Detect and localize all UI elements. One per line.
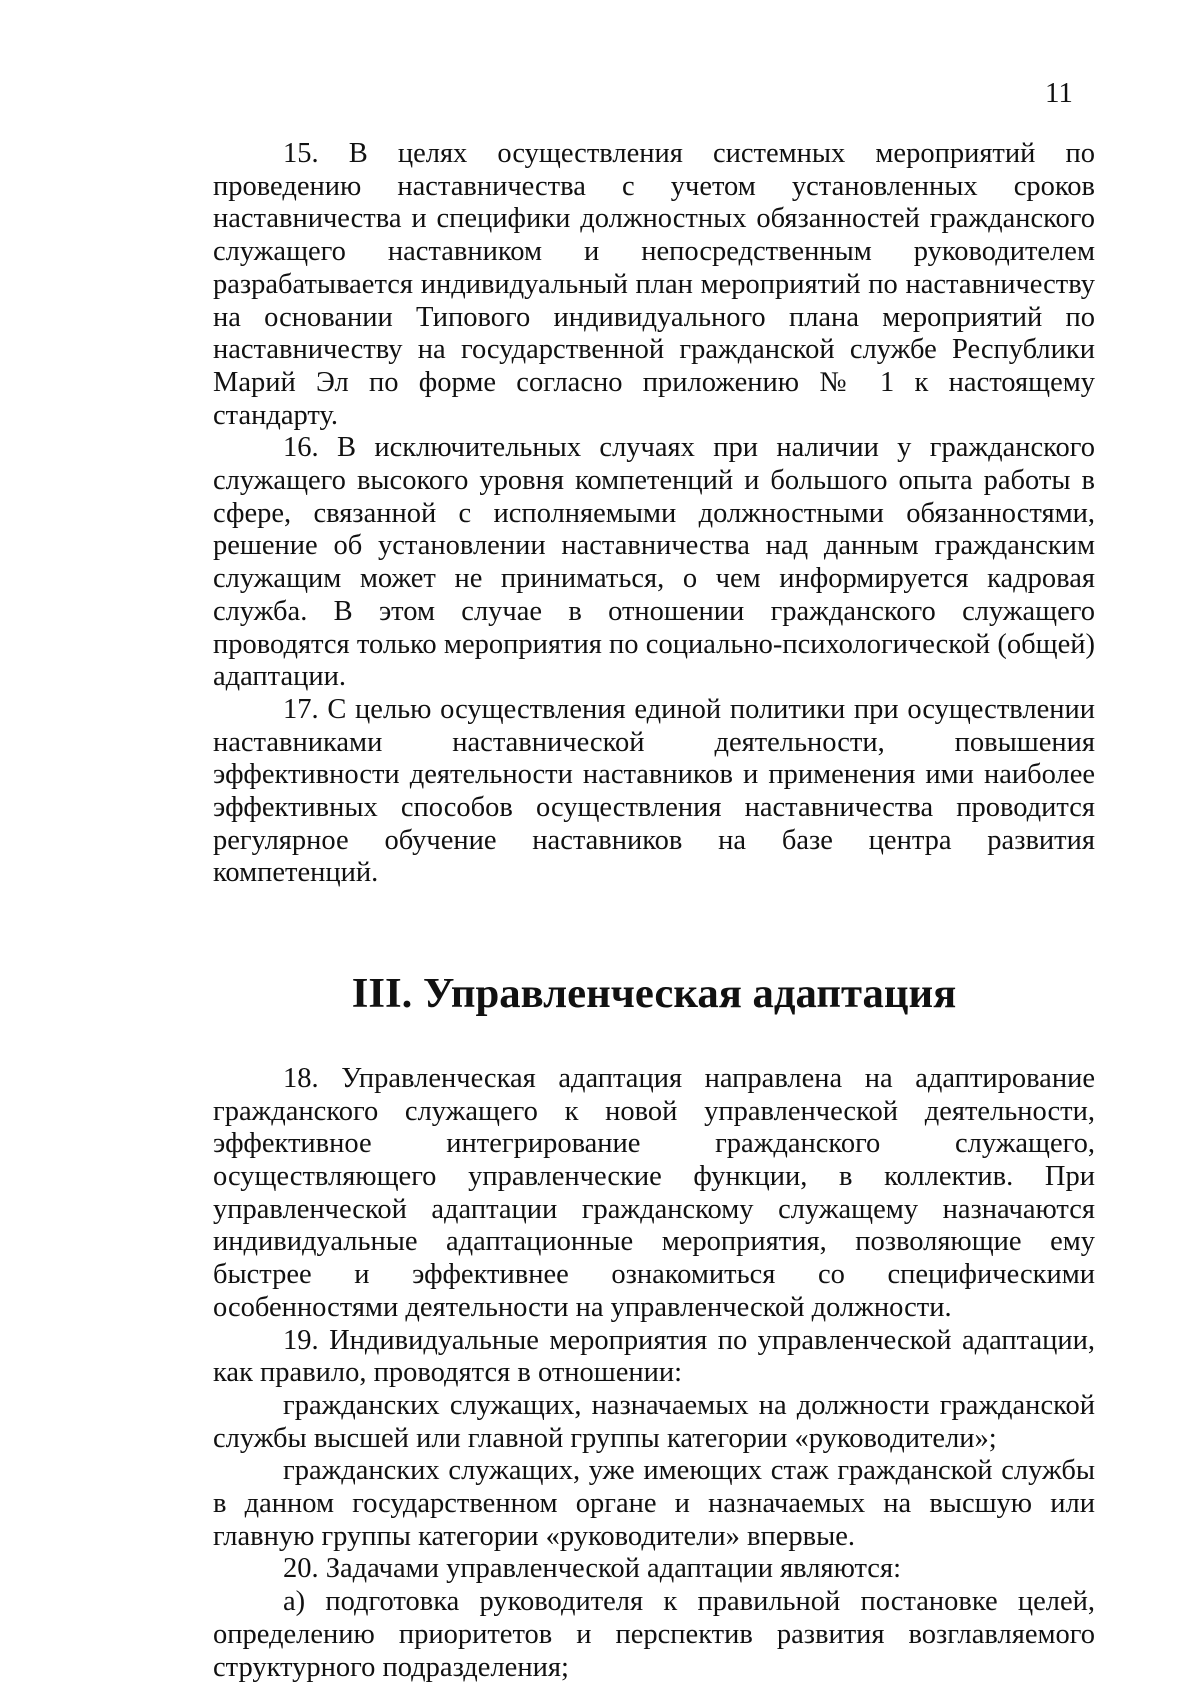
list-item-a: а) подготовка руководителя к правильной постановке целей, определению приоритетов и перспектив развития возглавляемого структурного подразделения; [213,1586,1095,1683]
document-body [213,138,1095,1684]
page-number: 11 [1045,77,1073,109]
paragraph-18: 18. Управленческая адаптация направлена на адаптирование гражданского служащего к новой управленческой деятельности, эффективное интегрирование гражданского служащего, осуществляющего управленческие функции, в коллектив. При управленческой адаптации гражданскому служащему назначаются индивидуальные адаптационные мероприятия, позволяющие ему быстрее и эффективнее ознакомиться со специфическими особенностями деятельности на управленческой должности. [213,1062,1095,1323]
section-heading: III. Управленческая адаптация [351,970,957,1018]
paragraph-15: 15. В целях осуществления системных мероприятий по проведению наставничества с учетом установленных сроков наставничества и специфики должностных обязанностей гражданского служащего наставником и непосредственным руководителем разрабатывается индивидуальный план мероприятий по наставничеству на основании Типового индивидуального плана мероприятий по наставничеству на государственной гражданской службе Республики Марий Эл по форме согласно приложению № 1 к настоящему стандарту. [213,138,1095,431]
list-item-first-time-managers: гражданских служащих, уже имеющих стаж гражданской службы в данном государственном органе и назначаемых на высшую или главную группы категории «руководители» впервые. [213,1455,1095,1552]
list-item-senior-groups: гражданских служащих, назначаемых на должности гражданской службы высшей или главной группы категории «руководители»; [213,1389,1095,1454]
paragraph-20: 20. Задачами управленческой адаптации являются: [283,1553,901,1585]
paragraph-16: 16. В исключительных случаях при наличии у гражданского служащего высокого уровня компетенций и большого опыта работы в сфере, связанной с исполняемыми должностными обязанностями, решение об установлении наставничества над данным гражданским служащим может не приниматься, о чем информируется кадровая служба. В этом случае в отношении гражданского служащего проводятся только мероприятия по социально-психологической (общей) адаптации. [213,432,1095,693]
paragraph-19: 19. Индивидуальные мероприятия по управленческой адаптации, как правило, проводятся в отношении: [213,1324,1095,1389]
paragraph-17: 17. С целью осуществления единой политики при осуществлении наставниками наставнической деятельности, повышения эффективности деятельности наставников и применения ими наиболее эффективных способов осуществления наставничества проводится регулярное обучение наставников на базе центра развития компетенций. [213,693,1095,889]
